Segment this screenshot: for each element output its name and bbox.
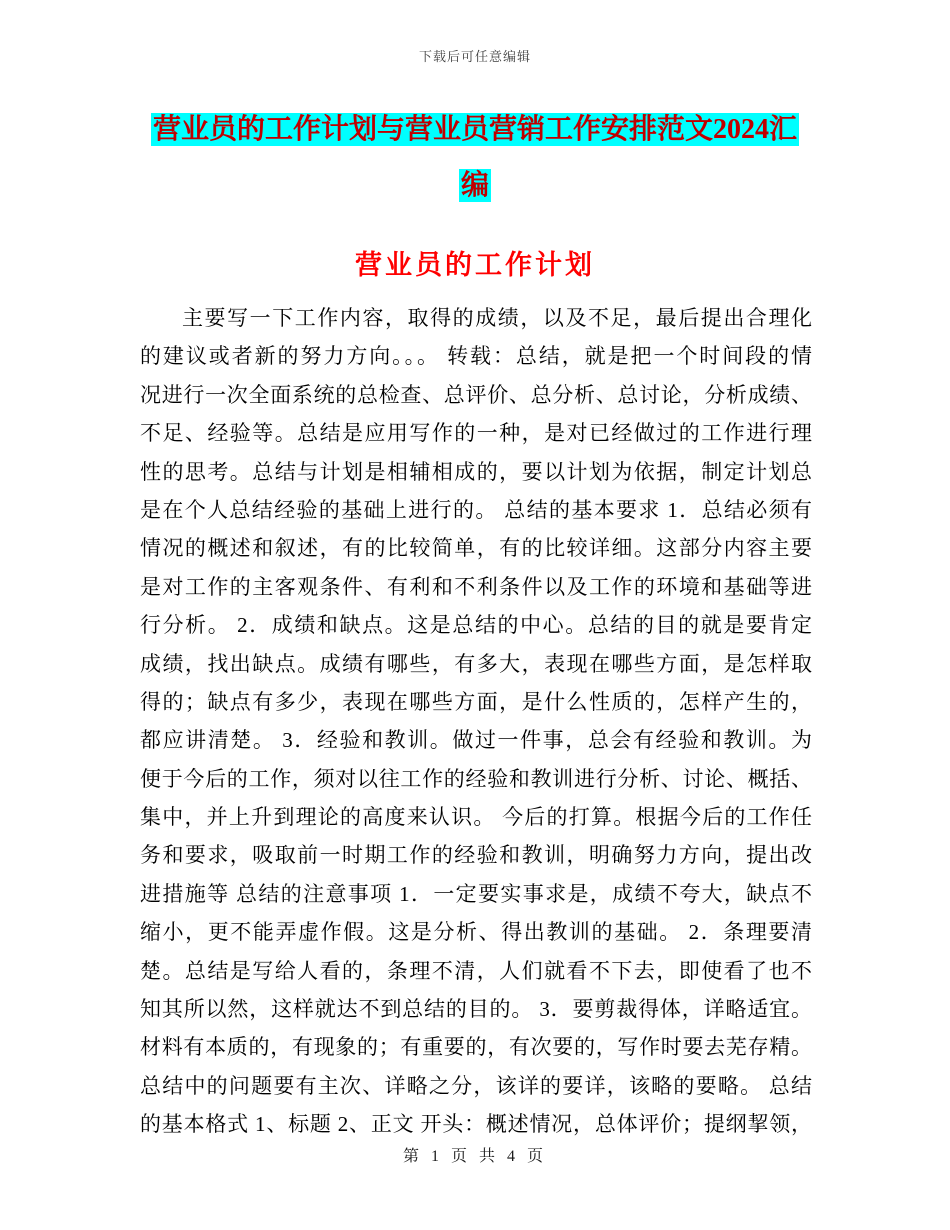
body-line: 总结中的问题要有主次、详略之分，该详的要详，该略的要略。 总结 — [140, 1073, 812, 1098]
body-line: 知其所以然，这样就达不到总结的目的。 3．要剪裁得体，详略适宜。 — [140, 997, 812, 1022]
title-line-1: 营业员的工作计划与营业员营销工作安排范文2024汇 — [152, 114, 797, 145]
body-line: 楚。总结是写给人看的，条理不清，人们就看不下去，即使看了也不 — [140, 958, 812, 983]
body-line: 务和要求，吸取前一时期工作的经验和教训，明确努力方向，提出改 — [140, 843, 812, 868]
body-line: 性的思考。总结与计划是相辅相成的，要以计划为依据，制定计划总 — [140, 459, 812, 484]
section-subtitle: 营业员的工作计划 — [355, 250, 595, 280]
body-line: 的基本格式 1、标题 2、正文 开头：概述情况，总体评价；提纲挈领， — [140, 1112, 812, 1137]
body-line: 行分析。 2．成绩和缺点。这是总结的中心。总结的目的就是要肯定 — [140, 613, 812, 638]
document-title — [0, 102, 950, 214]
body-line: 集中，并上升到理论的高度来认识。 今后的打算。根据今后的工作任 — [140, 805, 812, 830]
page-number-footer: 第 1 页 共 4 页 — [402, 1148, 547, 1165]
edit-watermark-text: 下载后可任意编辑 — [418, 49, 531, 64]
body-line: 得的；缺点有多少，表现在哪些方面，是什么性质的，怎样产生的， — [140, 689, 812, 714]
title-line-2-wrap — [0, 158, 950, 214]
body-line: 进措施等 总结的注意事项 1．一定要实事求是，成绩不夸大，缺点不 — [140, 881, 812, 906]
body-line: 便于今后的工作，须对以往工作的经验和教训进行分析、讨论、概括、 — [140, 766, 812, 791]
body-line: 主要写一下工作内容，取得的成绩，以及不足，最后提出合理化 — [182, 306, 812, 330]
title-line-1-wrap — [0, 102, 950, 158]
body-line: 缩小，更不能弄虚作假。这是分析、得出教训的基础。 2．条理要清 — [140, 920, 812, 945]
body-line: 情况的概述和叙述，有的比较简单，有的比较详细。这部分内容主要 — [140, 536, 812, 561]
body-line: 成绩，找出缺点。成绩有哪些，有多大，表现在哪些方面，是怎样取 — [140, 651, 812, 676]
title-line-2: 编 — [460, 170, 489, 201]
body-line: 材料有本质的，有现象的；有重要的，有次要的，写作时要去芜存精。 — [140, 1035, 812, 1060]
body-line: 是在个人总结经验的基础上进行的。 总结的基本要求 1．总结必须有 — [140, 497, 812, 522]
body-paragraph — [140, 299, 812, 1144]
body-line: 的建议或者新的努力方向。。。 转载：总结，就是把一个时间段的情 — [140, 344, 812, 369]
body-line: 况进行一次全面系统的总检查、总评价、总分析、总讨论，分析成绩、 — [140, 382, 812, 407]
body-line: 都应讲清楚。 3．经验和教训。做过一件事，总会有经验和教训。为 — [140, 728, 812, 753]
body-line: 不足、经验等。总结是应用写作的一种，是对已经做过的工作进行理 — [140, 421, 812, 446]
body-line: 是对工作的主客观条件、有利和不利条件以及工作的环境和基础等进 — [140, 574, 812, 599]
